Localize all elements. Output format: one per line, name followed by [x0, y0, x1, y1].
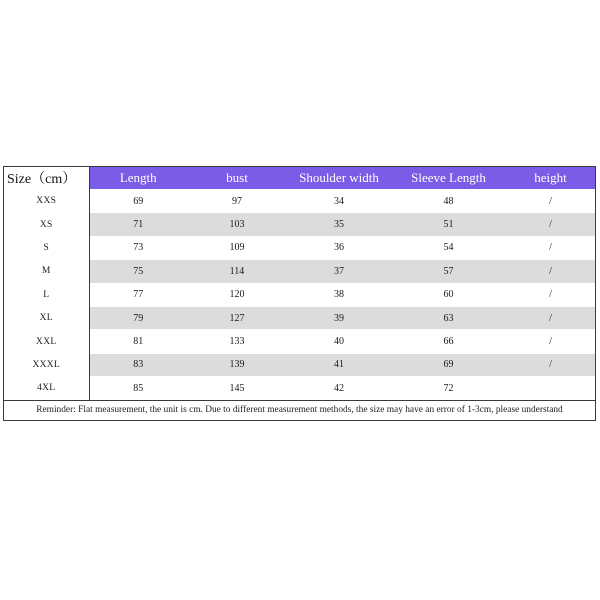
- size-chart: [3, 166, 596, 421]
- bust-cell: 114: [187, 260, 287, 283]
- height-cell: [506, 377, 595, 400]
- sleeve-cell: 48: [391, 190, 506, 213]
- header-sleeve-length: Sleeve Length: [391, 167, 506, 190]
- bust-cell: 97: [187, 190, 287, 213]
- length-cell: 75: [89, 260, 187, 283]
- height-cell: /: [506, 236, 595, 259]
- length-cell: 73: [89, 236, 187, 259]
- length-cell: 79: [89, 306, 187, 329]
- bust-cell: 103: [187, 213, 287, 236]
- table-row: [4, 283, 595, 306]
- size-cell: 4XL: [4, 377, 89, 400]
- table-row: [4, 236, 595, 259]
- table-row: [4, 353, 595, 376]
- shoulder-cell: 42: [287, 377, 391, 400]
- size-table: [4, 167, 595, 400]
- shoulder-cell: 36: [287, 236, 391, 259]
- shoulder-cell: 38: [287, 283, 391, 306]
- bust-cell: 109: [187, 236, 287, 259]
- sleeve-cell: 69: [391, 353, 506, 376]
- size-cell: S: [4, 236, 89, 259]
- height-cell: /: [506, 353, 595, 376]
- shoulder-cell: 37: [287, 260, 391, 283]
- sleeve-cell: 57: [391, 260, 506, 283]
- length-cell: 69: [89, 190, 187, 213]
- reminder-note: Reminder: Flat measurement, the unit is cm. Due to different measurement methods, the size may have an error of 1-3cm, please understand: [4, 400, 595, 420]
- header-shoulder-width: Shoulder width: [287, 167, 391, 190]
- shoulder-cell: 39: [287, 306, 391, 329]
- table-row: [4, 260, 595, 283]
- bust-cell: 127: [187, 306, 287, 329]
- shoulder-cell: 40: [287, 330, 391, 353]
- length-cell: 71: [89, 213, 187, 236]
- sleeve-cell: 54: [391, 236, 506, 259]
- table-row: [4, 213, 595, 236]
- bust-cell: 120: [187, 283, 287, 306]
- height-cell: /: [506, 283, 595, 306]
- height-cell: /: [506, 306, 595, 329]
- size-cell: XXS: [4, 190, 89, 213]
- height-cell: /: [506, 260, 595, 283]
- bust-cell: 139: [187, 353, 287, 376]
- header-length: Length: [89, 167, 187, 190]
- height-cell: /: [506, 330, 595, 353]
- height-cell: /: [506, 190, 595, 213]
- shoulder-cell: 35: [287, 213, 391, 236]
- length-cell: 83: [89, 353, 187, 376]
- table-row: [4, 306, 595, 329]
- length-cell: 77: [89, 283, 187, 306]
- sleeve-cell: 72: [391, 377, 506, 400]
- header-size: Size（cm）: [4, 167, 89, 190]
- table-row: [4, 330, 595, 353]
- table-header-row: [4, 167, 595, 190]
- table-row: [4, 190, 595, 213]
- bust-cell: 133: [187, 330, 287, 353]
- size-cell: XL: [4, 306, 89, 329]
- sleeve-cell: 60: [391, 283, 506, 306]
- size-cell: XS: [4, 213, 89, 236]
- shoulder-cell: 41: [287, 353, 391, 376]
- bust-cell: 145: [187, 377, 287, 400]
- table-row: [4, 377, 595, 400]
- size-cell: XXL: [4, 330, 89, 353]
- sleeve-cell: 51: [391, 213, 506, 236]
- shoulder-cell: 34: [287, 190, 391, 213]
- height-cell: /: [506, 213, 595, 236]
- size-cell: L: [4, 283, 89, 306]
- header-height: height: [506, 167, 595, 190]
- length-cell: 81: [89, 330, 187, 353]
- sleeve-cell: 66: [391, 330, 506, 353]
- size-cell: M: [4, 260, 89, 283]
- length-cell: 85: [89, 377, 187, 400]
- header-bust: bust: [187, 167, 287, 190]
- size-cell: XXXL: [4, 353, 89, 376]
- sleeve-cell: 63: [391, 306, 506, 329]
